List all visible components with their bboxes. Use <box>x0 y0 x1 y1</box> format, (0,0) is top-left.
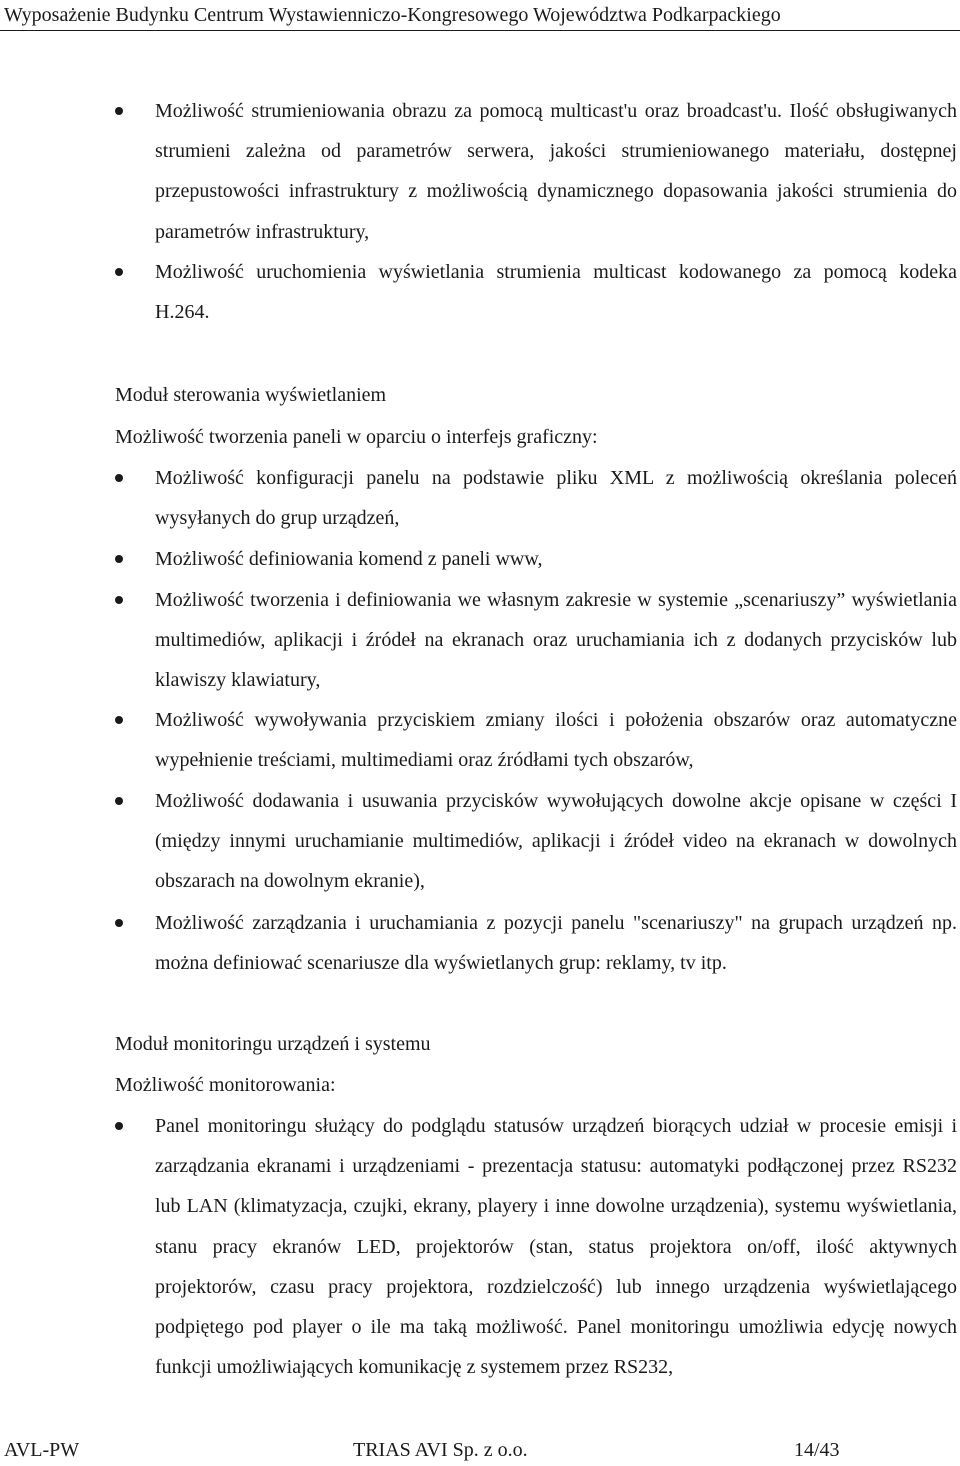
list-item: Możliwość konfiguracji panelu na podstawie pliku XML z możliwością określania poleceń wysyłanych do grup urządzeń, <box>155 458 957 538</box>
section-intro-monitoring: Możliwość monitorowania: <box>115 1074 336 1096</box>
page-number: 14/43 <box>794 1439 840 1461</box>
list-item: Możliwość tworzenia i definiowania we własnym zakresie w systemie „scenariuszy” wyświetlania multimediów, aplikacji i źródeł na ekranach oraz uruchamiania ich z dodanych przycisków lub klawiszy klawiatury, <box>155 580 957 701</box>
header-title: Wyposażenie Budynku Centrum Wystawienniczo-Kongresowego Województwa Podkarpackiego <box>4 4 781 26</box>
list-item: Możliwość definiowania komend z paneli www, <box>155 539 957 579</box>
list-item: Możliwość dodawania i usuwania przycisków wywołujących dowolne akcje opisane w części I (między innymi uruchamianie multimediów, aplikacji i źródeł video na ekranach w dowolnych obszarach na dowolnym ekranie), <box>155 781 957 902</box>
list-item: Możliwość wywoływania przyciskiem zmiany ilości i położenia obszarów oraz automatyczne wypełnienie treściami, multimediami oraz źródłami tych obszarów, <box>155 700 957 780</box>
footer-company: TRIAS AVI Sp. z o.o. <box>353 1439 528 1461</box>
section-intro-control: Możliwość tworzenia paneli w oparciu o interfejs graficzny: <box>115 426 598 448</box>
page-header <box>0 0 960 30</box>
header-divider <box>0 30 960 31</box>
footer-left: AVL-PW <box>4 1439 80 1461</box>
list-item: Możliwość uruchomienia wyświetlania strumienia multicast kodowanego za pomocą kodeka H.264. <box>155 252 957 332</box>
list-item: Możliwość zarządzania i uruchamiania z pozycji panelu "scenariuszy" na grupach urządzeń np. można definiować scenariusze dla wyświetlanych grup: reklamy, tv itp. <box>155 903 957 983</box>
section-heading-control: Moduł sterowania wyświetlaniem <box>115 384 387 406</box>
list-item: Panel monitoringu służący do podglądu statusów urządzeń biorących udział w procesie emisji i zarządzania ekranami i urządzeniami - prezentacja statusu: automatyki podłączonej przez RS232 lub LAN (klimatyzacja, czujki, ekrany, playery i inne dowolne urządzenia), systemu wyświetlania, stanu pracy ekranów LED, projektorów (stan, status projektora on/off, ilość aktywnych projektorów, czasu pracy projektora, rozdzielczość) lub innego urządzenia wyświetlającego podpiętego pod player o ile ma taką możliwość. Panel monitoringu umożliwia edycję nowych funkcji umożliwiających komunikację z systemem przez RS232, <box>155 1106 957 1387</box>
list-item: Możliwość strumieniowania obrazu za pomocą multicast'u oraz broadcast'u. Ilość obsługiwanych strumieni zależna od parametrów serwera, jakości strumieniowanego materiału, dostępnej przepustowości infrastruktury z możliwością dynamicznego dopasowania jakości strumienia do parametrów infrastruktury, <box>155 91 957 252</box>
section-heading-monitoring: Moduł monitoringu urządzeń i systemu <box>115 1033 431 1055</box>
